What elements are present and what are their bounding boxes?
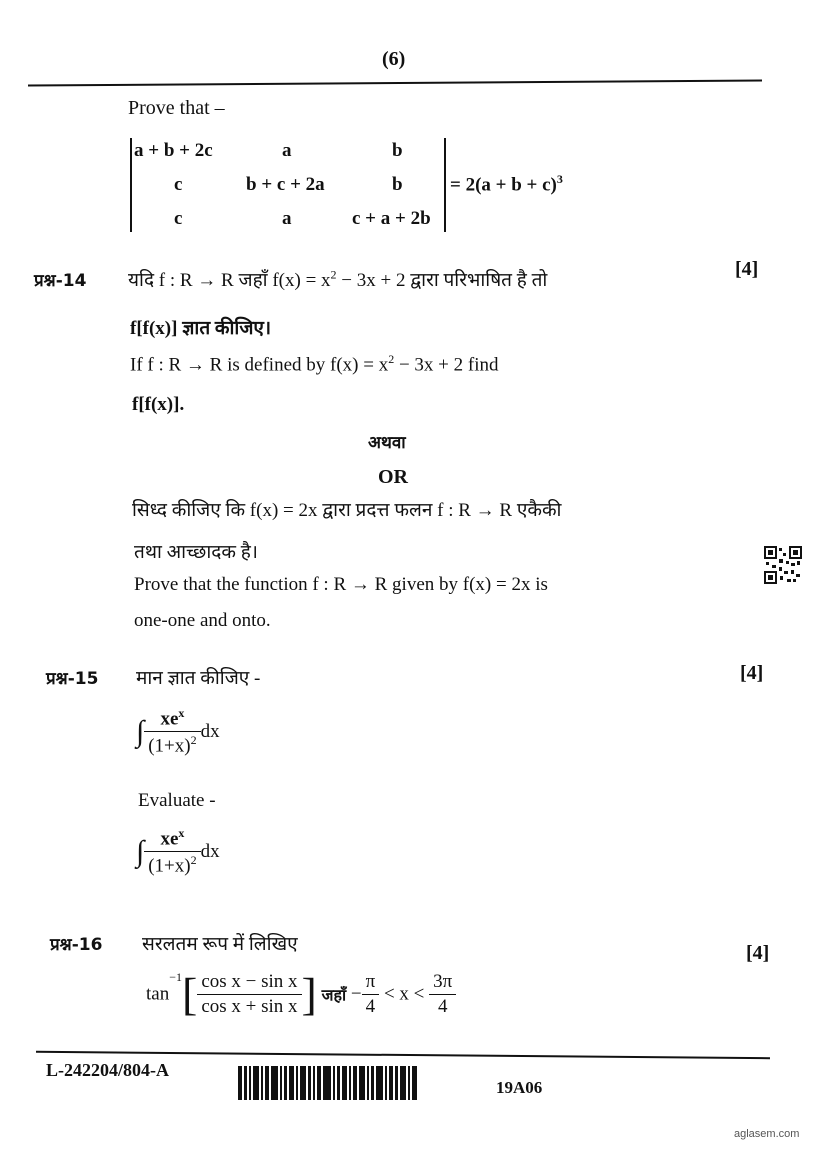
q14-marks: [4] <box>735 258 759 280</box>
footer-rule <box>36 1051 770 1059</box>
q14-english-line1: If f : R → R is defined by $f(x) = x^2 - 3x + 2$ find <box>130 352 499 376</box>
q15-hindi-prompt: मान ज्ञात कीजिए - <box>136 668 261 689</box>
header-rule <box>28 79 762 86</box>
page-number: (6) <box>382 48 406 70</box>
q14-alt-english-line2: one-one and onto. <box>134 610 271 631</box>
q15-marks: [4] <box>740 662 764 684</box>
integrand-fraction: $\frac{xe^x}{(1+x)^2}$ <box>144 706 200 758</box>
matrix-cell-r2c1: c <box>174 174 183 195</box>
q16-marks: [4] <box>746 942 770 964</box>
matrix-cell-r2c2: b + c + 2a <box>246 174 325 195</box>
q15-english-prompt: Evaluate - <box>138 790 216 811</box>
matrix-cell-r2c3: b <box>392 174 403 195</box>
matrix-cell-r1c1: a + b + 2c <box>134 140 213 161</box>
matrix-cell-r1c3: b <box>392 140 403 161</box>
q14-alt-english-line1: Prove that the function f : R → R given by f(x) = 2x is <box>134 574 548 595</box>
q14-alt-hindi-line1: सिध्द कीजिए कि f(x) = 2x द्वारा प्रदत्त फलन f : R → R एकैकी <box>132 500 562 521</box>
qr-code-icon <box>764 546 802 584</box>
matrix-cell-r3c1: c <box>174 208 183 229</box>
q14-alt-hindi-line2: तथा आच्छादक है। <box>134 542 259 563</box>
integrand-fraction: $\frac{xe^x}{(1+x)^2}$ <box>144 826 200 878</box>
determinant-left-bar <box>130 138 132 232</box>
q14-or-hindi: अथवा <box>368 433 406 453</box>
matrix-cell-r1c2: a <box>282 140 292 161</box>
q14-hindi-line1: यदि f : R → R जहाँ $f(x) = x^2 - 3x + 2$ द्वारा परिभाषित है तो <box>128 267 548 291</box>
q14-hindi-line2: f[f(x)] ज्ञात कीजिए। <box>130 318 272 339</box>
q15-label: प्रश्न-15 <box>46 669 99 689</box>
barcode-text: 19A06 <box>496 1078 543 1097</box>
q16-expression: $\tan^{-1}$[ $\frac{\text{cos x − sin x}}{\text{cos x + sin x}}$ ] जहाँ − $\frac{\pi}{4}$ < x < $\frac{3\pi}{4}$ <box>146 970 456 1018</box>
q14-label: प्रश्न-14 <box>34 271 87 291</box>
q15-integral-hindi: ∫ $\frac{xe^x}{(1+x)^2}$ dx <box>136 706 220 757</box>
right-bracket: ] <box>301 968 317 1020</box>
lower-bound-fraction: $\frac{\pi}{4}$ <box>362 971 380 1018</box>
q15-integral-english: ∫ $\frac{xe^x}{(1+x)^2}$ dx <box>136 826 220 877</box>
tan-fraction: $\frac{\text{cos x − sin x}}{\text{cos x + sin x}}$ <box>197 971 301 1018</box>
q13-prompt: Prove that – <box>128 97 225 119</box>
q13-rhs: = $2(a + b + c)^3$ <box>450 172 563 196</box>
barcode <box>238 1066 462 1102</box>
determinant-right-bar <box>444 138 446 232</box>
q16-hindi-prompt: सरलतम रूप में लिखिए <box>142 934 298 955</box>
q14-or-english: OR <box>378 466 408 488</box>
watermark: aglasem.com <box>734 1128 800 1140</box>
left-bracket: [ <box>182 968 198 1020</box>
matrix-cell-r3c3: c + a + 2b <box>352 208 431 229</box>
paper-code: L-242204/804-A <box>46 1060 169 1080</box>
matrix-cell-r3c2: a <box>282 208 292 229</box>
q14-english-line2: f[f(x)]. <box>132 394 185 415</box>
q16-label: प्रश्न-16 <box>50 935 103 955</box>
upper-bound-fraction: $\frac{3\pi}{4}$ <box>429 971 456 1018</box>
